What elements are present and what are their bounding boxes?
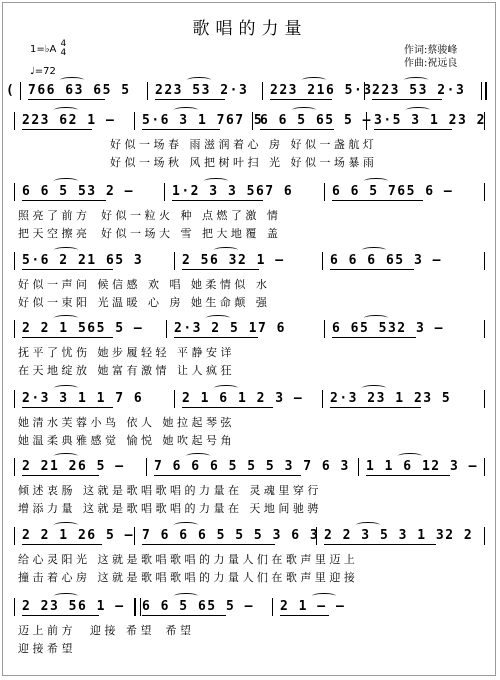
slur-mark — [302, 77, 326, 83]
slur-mark — [54, 107, 78, 113]
measure: 2·3 2 5 17 6 — [174, 321, 286, 336]
measure: 2 1 6 1 2 3 – — [182, 391, 304, 406]
slur-mark — [364, 315, 388, 321]
staff-row — [14, 252, 484, 272]
measure: 2 2 1 565 5 – — [22, 321, 144, 336]
beam-line — [372, 99, 442, 100]
lyric-line: 增 添 力 量 这 就 是 歌 唱 歌 唱 的 力 量 在 天 地 间 驰 骋 — [18, 502, 319, 515]
barline — [14, 183, 15, 201]
barline — [14, 112, 15, 130]
slur-mark — [60, 77, 84, 83]
slur-mark — [364, 178, 388, 184]
barline — [272, 598, 273, 616]
beam-line — [374, 129, 452, 130]
beam-line — [22, 200, 106, 201]
barline — [174, 390, 175, 408]
slur-mark — [406, 107, 430, 113]
measure: 5·6 2 21 65 3 — [22, 253, 144, 268]
staff-row — [14, 112, 484, 132]
slur-mark — [398, 453, 422, 459]
measure: 6 6 5 65 5 – — [142, 599, 254, 614]
barline — [134, 598, 141, 616]
measure: 2 2 3 5 3 1 32 2 — [324, 528, 474, 543]
measure: 1 1 6 12 3 – — [366, 459, 478, 474]
lyric-line: 好 似 一 场 秋 风 把 树 叶 扫 光 好 似 一 场 暴 雨 — [110, 156, 374, 169]
measure: 223 53 2·3 — [372, 83, 466, 98]
lyric-line: 迈 上 前 方 迎 接 希 望 希 望 — [18, 624, 191, 637]
quarter-note-icon: ♩ — [30, 66, 35, 77]
measure: 223 62 1 – — [22, 113, 116, 128]
beam-line — [366, 475, 450, 476]
tempo-marking — [30, 66, 56, 77]
slur-mark — [404, 77, 428, 83]
barline — [14, 320, 15, 338]
staff-row — [14, 320, 484, 340]
slur-mark — [186, 453, 210, 459]
slur-mark — [214, 247, 238, 253]
slur-mark — [206, 315, 230, 321]
barline — [14, 598, 15, 616]
key-prefix: 1= — [30, 44, 45, 55]
lyric-line: 在 天 地 绽 放 她 富 有 激 情 让 人 疯 狂 — [18, 364, 232, 377]
staff-row — [14, 527, 484, 547]
lyric-line: 把 天 空 擦 亮 好 似 一 场 大 雪 把 大 地 覆 盖 — [18, 227, 278, 240]
slur-mark — [214, 385, 238, 391]
beam-line — [270, 99, 332, 100]
measure: 5·6 3 1 767 5 — [142, 113, 264, 128]
staff-row — [14, 598, 484, 618]
slur-mark — [54, 593, 78, 599]
beam-line — [332, 337, 416, 338]
barline — [134, 527, 135, 545]
barline — [481, 82, 487, 100]
beam-line — [22, 475, 99, 476]
beam-line — [330, 269, 414, 270]
tempo-value: =72 — [34, 66, 56, 77]
time-bottom: 4 — [60, 48, 67, 58]
barline — [324, 183, 325, 201]
lyric-line: 好 似 一 声 问 候 信 感 欢 唱 她 柔 情 似 水 — [18, 278, 267, 291]
beam-line — [22, 129, 92, 130]
measure: 2 2 1 26 5 – — [22, 528, 134, 543]
lyric-line: 抚 平 了 忧 伤 她 步 履 轻 轻 平 静 安 详 — [18, 346, 232, 359]
lyric-line: 迎 接 希 望 — [18, 642, 73, 655]
lyric-line: 撞 击 着 心 房 这 就 是 歌 唱 歌 唱 的 力 量 人 们 在 歌 声 里 迎 接 — [18, 571, 355, 584]
beam-line — [142, 544, 275, 545]
lyric-line: 她 清 水 芙 蓉 小 鸟 依 人 她 拉 起 琴 弦 — [18, 416, 232, 429]
measure: 7 6 6 6 5 5 5 3 6 3 — [142, 528, 320, 543]
barline — [484, 320, 485, 338]
staff-row — [6, 82, 484, 102]
slur-mark — [292, 107, 316, 113]
beam-line — [22, 544, 102, 545]
barline — [166, 320, 167, 338]
slur-mark — [54, 315, 78, 321]
barline — [324, 320, 325, 338]
beam-line — [172, 200, 263, 201]
beam-line — [22, 615, 99, 616]
measure: 766 63 65 5 — [28, 83, 131, 98]
measure: 1·2 3 3 567 6 — [172, 184, 294, 199]
barline — [262, 82, 263, 100]
slur-mark — [54, 385, 78, 391]
lyric-line: 照 亮 了 前 方 好 似 一 粒 火 种 点 燃 了 激 情 — [18, 209, 278, 222]
repeat-bracket: ( — [6, 83, 16, 98]
beam-line — [332, 200, 423, 201]
slur-mark — [174, 593, 198, 599]
key-note: A — [49, 44, 57, 55]
barline — [164, 183, 165, 201]
barline — [134, 112, 135, 130]
composer: 作曲:祝远良 — [404, 58, 458, 69]
barline — [14, 390, 15, 408]
slur-mark — [362, 385, 386, 391]
measure: 6 6 5 765 6 – — [332, 184, 454, 199]
barline — [322, 390, 323, 408]
song-title: 歌唱的力量 — [192, 19, 308, 39]
barline — [147, 82, 148, 100]
barline — [484, 458, 485, 476]
barline — [14, 527, 15, 545]
barline — [14, 458, 15, 476]
measure: 6 65 532 3 – — [332, 321, 444, 336]
time-signature — [61, 40, 67, 58]
beam-line — [142, 615, 226, 616]
slur-mark — [356, 522, 380, 528]
barline — [14, 252, 15, 270]
barline — [322, 252, 323, 270]
measure: 2 21 26 5 – — [22, 459, 125, 474]
key-signature — [30, 40, 66, 58]
staff-row — [14, 390, 484, 410]
beam-line — [22, 407, 113, 408]
slur-mark — [174, 522, 198, 528]
barline — [146, 458, 147, 476]
measure: 2·3 23 1 23 5 — [330, 391, 452, 406]
flat-sign: ♭ — [44, 44, 50, 55]
measure: 6 6 6 65 3 – — [330, 253, 442, 268]
measure: 2 56 32 1 – — [182, 253, 285, 268]
lyric-line: 好 似 一 束 阳 光 温 暖 心 房 她 生 命 颠 强 — [18, 296, 267, 309]
measure: 2 1 – – — [280, 599, 346, 614]
beam-line — [324, 544, 436, 545]
lyric-line: 给 心 灵 阳 光 这 就 是 歌 唱 歌 唱 的 力 量 人 们 在 歌 声 里 迈 上 — [18, 553, 355, 566]
beam-line — [154, 475, 301, 476]
measure: 3·5 3 1 23 2 — [374, 113, 486, 128]
slur-mark — [187, 77, 211, 83]
slur-mark — [312, 593, 336, 599]
lyric-line: 她 温 柔 典 雅 感 觉 愉 悦 她 吹 起 号 角 — [18, 434, 232, 447]
slur-mark — [54, 247, 78, 253]
measure: 2·3 3 1 1 7 6 — [22, 391, 144, 406]
slur-mark — [174, 107, 198, 113]
slur-mark — [362, 247, 386, 253]
slur-mark — [204, 178, 228, 184]
measure: 7 6 6 6 5 5 5 3 7 6 3 — [154, 459, 350, 474]
beam-line — [142, 129, 220, 130]
lyric-line: 倾 述 衷 肠 这 就 是 歌 唱 歌 唱 的 力 量 在 灵 魂 里 穿 行 — [18, 484, 319, 497]
beam-line — [155, 99, 225, 100]
measure: 6 6 5 53 2 – — [22, 184, 134, 199]
barline — [484, 183, 485, 201]
barline — [484, 390, 485, 408]
staff-row — [14, 458, 484, 478]
barline — [20, 82, 21, 100]
measure: 223 53 2·3 — [155, 83, 249, 98]
beam-line — [330, 407, 421, 408]
slur-mark — [54, 453, 78, 459]
measure: 223 216 5·3 — [270, 83, 373, 98]
slur-mark — [54, 178, 78, 184]
measure: 6 6 5 65 5 – — [260, 113, 372, 128]
barline — [174, 252, 175, 270]
beam-line — [22, 337, 113, 338]
beam-line — [182, 407, 273, 408]
lyric-line: 好 似 一 场 春 雨 滋 润 着 心 房 好 似 一 盏 航 灯 — [110, 138, 374, 151]
slur-mark — [54, 522, 78, 528]
beam-line — [280, 615, 329, 616]
beam-line — [174, 337, 258, 338]
time-top: 4 — [60, 39, 67, 49]
lyricist: 作词:蔡骏峰 — [404, 45, 458, 56]
measure: 2 23 56 1 – — [22, 599, 125, 614]
barline — [358, 458, 359, 476]
beam-line — [260, 129, 334, 130]
credits — [404, 44, 457, 70]
beam-line — [28, 99, 105, 100]
staff-row — [14, 183, 484, 203]
beam-line — [182, 269, 259, 270]
beam-line — [22, 269, 113, 270]
barline — [484, 252, 485, 270]
barline — [484, 527, 485, 545]
